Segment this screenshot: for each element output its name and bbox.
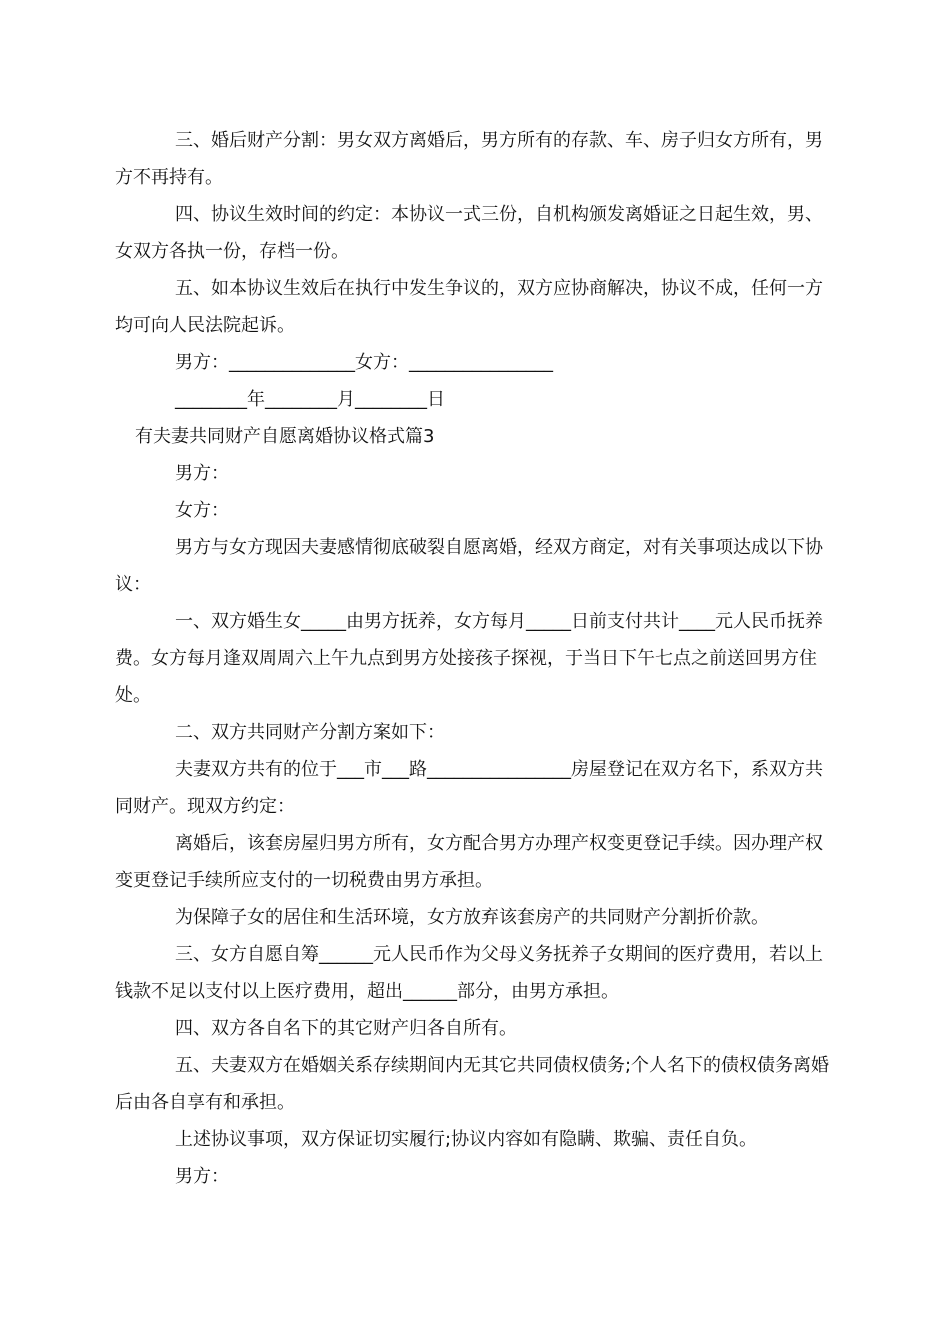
paragraph-other-property: 四、双方各自名下的其它财产归各自所有。: [175, 1018, 517, 1039]
paragraph-preamble: 男方与女方现因夫妻感情彻底破裂自愿离婚，经双方商定，对有关事项达成以下协议：: [115, 537, 823, 595]
section-heading: 有夫妻共同财产自愿离婚协议格式篇3: [135, 426, 435, 447]
paragraph-house-location: 夫妻双方共有的位于___市___路________________房屋登记在双方名下，系双方共同财产。现双方约定：: [115, 759, 823, 817]
party-female-label: 女方：: [175, 500, 229, 521]
paragraph-child-environment: 为保障子女的居住和生活环境，女方放弃该套房产的共同财产分割折价款。: [175, 907, 769, 928]
party-male-label: 男方：: [175, 463, 229, 484]
paragraph-child-custody: 一、双方婚生女_____由男方抚养，女方每月_____日前支付共计____元人民币抚养费。女方每月逢双周周六上午九点到男方处接孩子探视，于当日下午七点之前送回男方住处。: [115, 611, 823, 706]
paragraph-medical-expenses: 三、女方自愿自筹______元人民币作为父母义务抚养子女期间的医疗费用，若以上钱款不足以支付以上医疗费用，超出______部分，由男方承担。: [115, 944, 823, 1002]
paragraph-guarantee: 上述协议事项，双方保证切实履行;协议内容如有隐瞒、欺骗、责任自负。: [175, 1129, 758, 1150]
paragraph-dispute-resolution: 五、如本协议生效后在执行中发生争议的，双方应协商解决，协议不成，任何一方均可向人民法院起诉。: [115, 278, 823, 336]
party-male-signature-label: 男方：: [175, 1166, 229, 1187]
paragraph-effective-time: 四、协议生效时间的约定：本协议一式三份，自机构颁发离婚证之日起生效，男、女双方各执一份，存档一份。: [115, 204, 823, 262]
document-body: [115, 122, 840, 1195]
date-line: ________年________月________日: [175, 389, 445, 410]
paragraph-property-plan: 二、双方共同财产分割方案如下：: [175, 722, 445, 743]
signature-line: 男方：______________女方：________________: [175, 352, 553, 373]
paragraph-property-division: 三、婚后财产分割：男女双方离婚后，男方所有的存款、车、房子归女方所有，男方不再持有。: [115, 130, 823, 188]
paragraph-house-ownership: 离婚后，该套房屋归男方所有，女方配合男方办理产权变更登记手续。因办理产权变更登记手续所应支付的一切税费由男方承担。: [115, 833, 823, 891]
paragraph-debts: 五、夫妻双方在婚姻关系存续期间内无其它共同债权债务;个人名下的债权债务离婚后由各自享有和承担。: [115, 1055, 830, 1113]
